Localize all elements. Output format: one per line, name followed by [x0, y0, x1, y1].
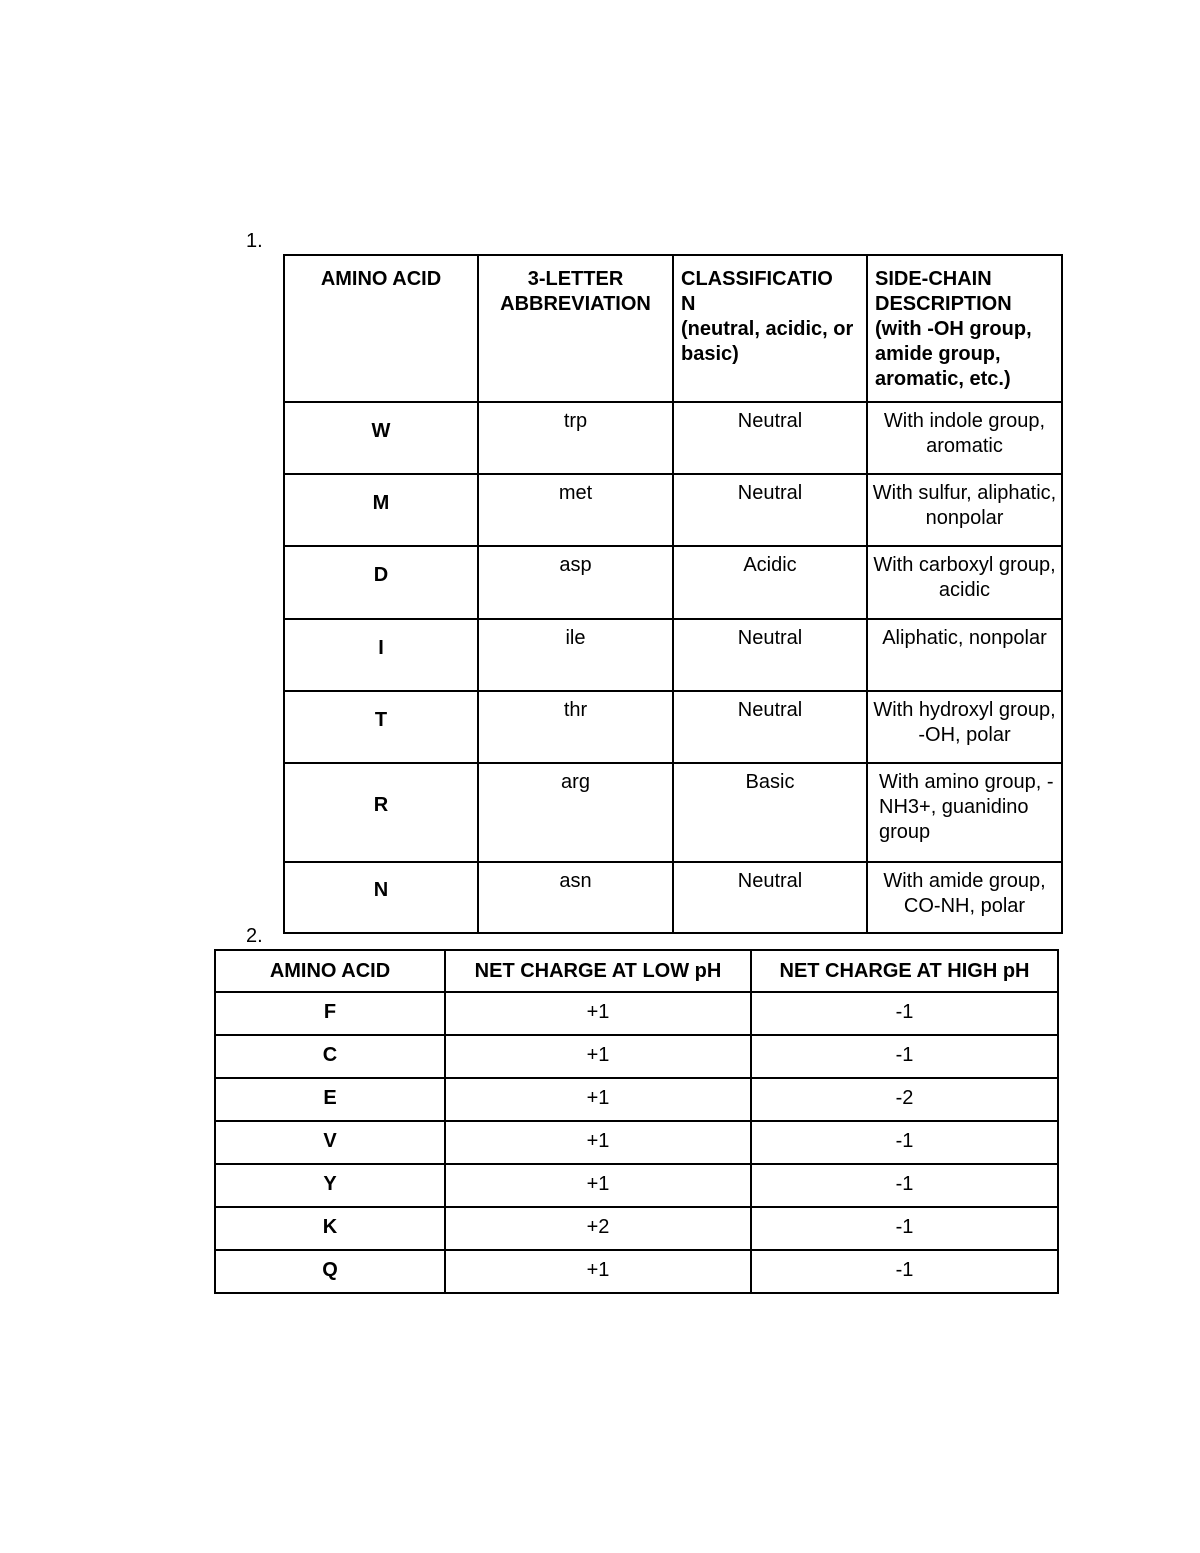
net-charge-low-ph: +1: [445, 1121, 751, 1164]
header-classification-line2: N: [681, 293, 696, 315]
side-chain-description: With carboxyl group, acidic: [867, 546, 1062, 619]
side-chain-description: With amino group, -NH3+, guanidino group: [867, 763, 1062, 862]
table-row: [215, 1207, 1058, 1250]
net-charge-high-ph: -1: [751, 992, 1058, 1035]
amino-acid-letter: W: [284, 402, 478, 474]
table-row: [284, 402, 1062, 474]
classification: Neutral: [673, 862, 867, 933]
amino-acid-letter: I: [284, 619, 478, 691]
table-row: [215, 992, 1058, 1035]
section-2-number: 2.: [246, 925, 263, 947]
amino-acid-letter: T: [284, 691, 478, 763]
classification: Neutral: [673, 402, 867, 474]
net-charge-high-ph: -1: [751, 1207, 1058, 1250]
net-charge-low-ph: +2: [445, 1207, 751, 1250]
amino-acid-letter: N: [284, 862, 478, 933]
net-charge-table: [214, 949, 1059, 1294]
classification: Neutral: [673, 474, 867, 546]
header-side-chain-line1: SIDE-CHAIN DESCRIPTION: [875, 268, 1012, 315]
section-1-number: 1.: [246, 230, 263, 252]
amino-acid-letter: M: [284, 474, 478, 546]
classification: Basic: [673, 763, 867, 862]
table-row: [284, 763, 1062, 862]
header-amino-acid: AMINO ACID: [215, 950, 445, 992]
side-chain-description: With indole group, aromatic: [867, 402, 1062, 474]
side-chain-description: Aliphatic, nonpolar: [867, 619, 1062, 691]
header-classification: [673, 255, 867, 402]
header-3-letter-abbreviation: 3-LETTER ABBREVIATION: [478, 255, 673, 402]
table-row: [215, 1121, 1058, 1164]
net-charge-high-ph: -1: [751, 1035, 1058, 1078]
table-row: [284, 546, 1062, 619]
classification: Neutral: [673, 691, 867, 763]
table-row: [215, 1035, 1058, 1078]
table-row: [284, 691, 1062, 763]
net-charge-high-ph: -1: [751, 1121, 1058, 1164]
net-charge-low-ph: +1: [445, 992, 751, 1035]
header-net-charge-high-ph: NET CHARGE AT HIGH pH: [751, 950, 1058, 992]
net-charge-low-ph: +1: [445, 1035, 751, 1078]
amino-acid-letter: E: [215, 1078, 445, 1121]
amino-acid-letter: Q: [215, 1250, 445, 1293]
classification: Acidic: [673, 546, 867, 619]
abbreviation: met: [478, 474, 673, 546]
amino-acid-classification-table: [283, 254, 1063, 934]
abbreviation: asp: [478, 546, 673, 619]
table-row: [215, 1078, 1058, 1121]
table-row: [284, 862, 1062, 933]
table-header-row: [215, 950, 1058, 992]
amino-acid-letter: F: [215, 992, 445, 1035]
amino-acid-letter: Y: [215, 1164, 445, 1207]
header-net-charge-low-ph: NET CHARGE AT LOW pH: [445, 950, 751, 992]
amino-acid-letter: R: [284, 763, 478, 862]
header-side-chain-description: [867, 255, 1062, 402]
net-charge-high-ph: -1: [751, 1164, 1058, 1207]
side-chain-description: With amide group, CO-NH, polar: [867, 862, 1062, 933]
table-row: [215, 1164, 1058, 1207]
abbreviation: trp: [478, 402, 673, 474]
abbreviation: thr: [478, 691, 673, 763]
table-header-row: [284, 255, 1062, 402]
header-side-chain-line2: (with -OH group, amide group, aromatic, etc.): [875, 318, 1032, 390]
table-row: [284, 474, 1062, 546]
abbreviation: ile: [478, 619, 673, 691]
amino-acid-letter: V: [215, 1121, 445, 1164]
amino-acid-letter: K: [215, 1207, 445, 1250]
net-charge-high-ph: -2: [751, 1078, 1058, 1121]
table-row: [284, 619, 1062, 691]
net-charge-high-ph: -1: [751, 1250, 1058, 1293]
classification: Neutral: [673, 619, 867, 691]
header-classification-line1: CLASSIFICATIO: [681, 268, 833, 290]
side-chain-description: With sulfur, aliphatic, nonpolar: [867, 474, 1062, 546]
net-charge-low-ph: +1: [445, 1078, 751, 1121]
net-charge-low-ph: +1: [445, 1250, 751, 1293]
net-charge-low-ph: +1: [445, 1164, 751, 1207]
header-classification-line3: (neutral, acidic, or basic): [681, 318, 854, 365]
amino-acid-letter: D: [284, 546, 478, 619]
side-chain-description: With hydroxyl group, -OH, polar: [867, 691, 1062, 763]
table-row: [215, 1250, 1058, 1293]
amino-acid-letter: C: [215, 1035, 445, 1078]
header-amino-acid: AMINO ACID: [284, 255, 478, 402]
abbreviation: arg: [478, 763, 673, 862]
abbreviation: asn: [478, 862, 673, 933]
